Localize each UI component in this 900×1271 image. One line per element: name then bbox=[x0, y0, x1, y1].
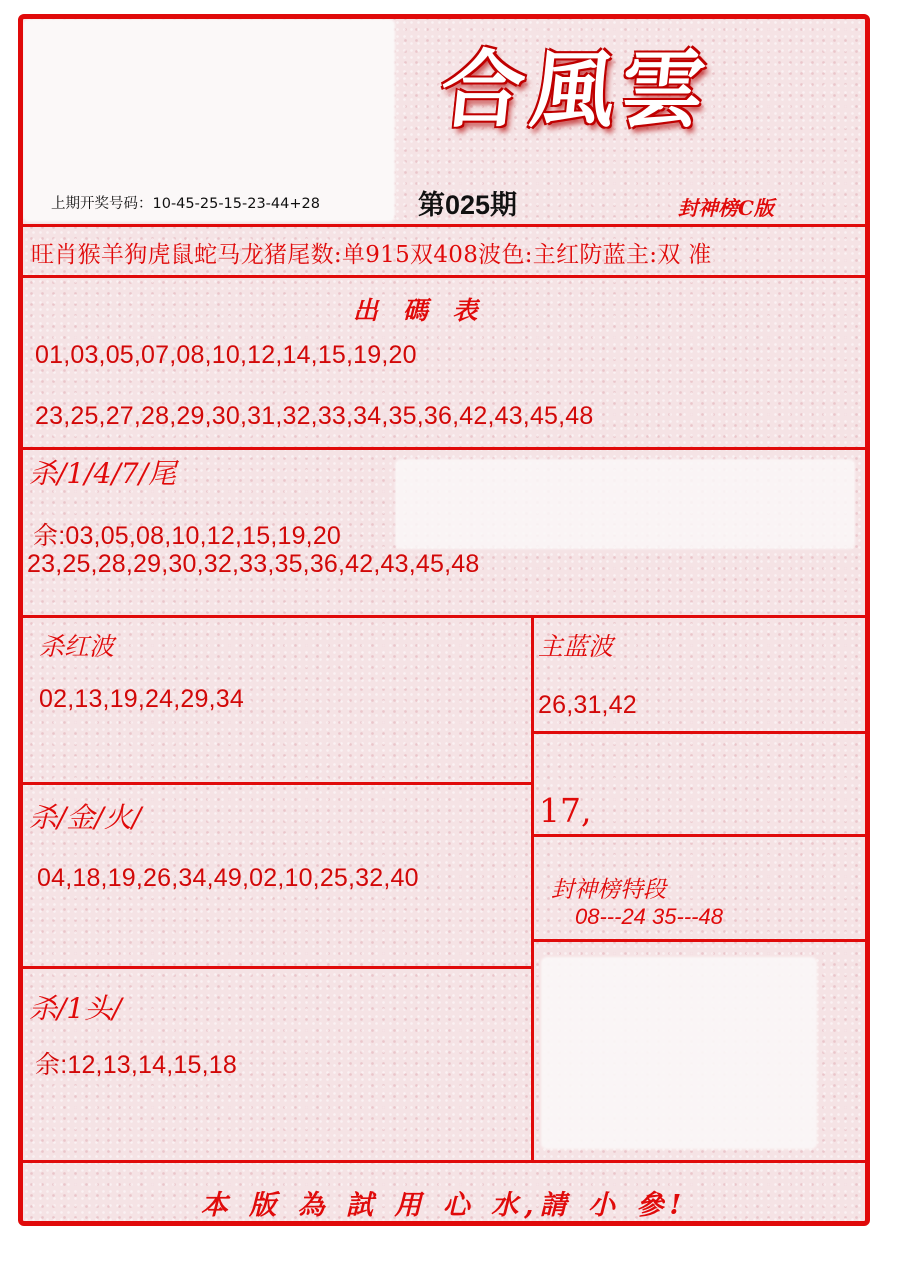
redacted-area bbox=[395, 459, 855, 549]
redacted-area bbox=[541, 957, 817, 1149]
footer-notice: 本 版 為 試 用 心 水,請 小 參! bbox=[200, 1190, 688, 1221]
kill-element-title: 杀/金/火/ bbox=[29, 801, 142, 834]
kill-tail-remaining-2: 23,25,28,29,30,32,33,35,36,42,43,45,48 bbox=[27, 550, 480, 578]
summary-line: 旺肖猴羊狗虎鼠蛇马龙猪尾数:单915双408波色:主红防蓝主:双 准 bbox=[31, 242, 712, 268]
divider bbox=[23, 224, 865, 227]
divider bbox=[23, 966, 533, 969]
fengshen-title: 封神榜特段 bbox=[551, 877, 666, 903]
page-title: 合風雲 bbox=[435, 40, 717, 139]
divider bbox=[533, 731, 865, 734]
divider bbox=[533, 939, 865, 942]
chart-table-row-1: 01,03,05,07,08,10,12,14,15,19,20 bbox=[35, 341, 417, 369]
column-divider bbox=[531, 615, 534, 1163]
edition-label: 封神榜C版 bbox=[678, 196, 774, 220]
kill-tail-remaining-1: 余:03,05,08,10,12,15,19,20 bbox=[33, 522, 342, 550]
divider bbox=[23, 1160, 865, 1163]
kill-head-numbers: 余:12,13,14,15,18 bbox=[35, 1051, 237, 1079]
main-blue-numbers: 26,31,42 bbox=[538, 691, 637, 719]
kill-element-numbers: 04,18,19,26,34,49,02,10,25,32,40 bbox=[37, 864, 419, 892]
main-blue-title: 主蓝波 bbox=[538, 632, 614, 661]
kill-tail-title: 杀/1/4/7/尾 bbox=[29, 457, 177, 490]
kill-head-title: 杀/1头/ bbox=[29, 992, 122, 1025]
issue-number: 第025期 bbox=[418, 190, 518, 220]
special-value: 17, bbox=[539, 791, 592, 830]
chart-table-row-2: 23,25,27,28,29,30,31,32,33,34,35,36,42,43,45,48 bbox=[35, 402, 594, 430]
divider bbox=[23, 782, 533, 785]
last-draw-numbers: 上期开奖号码：10-45-25-15-23-44+28 bbox=[51, 196, 320, 212]
divider bbox=[23, 447, 865, 450]
kill-red-numbers: 02,13,19,24,29,34 bbox=[39, 685, 244, 713]
divider bbox=[23, 275, 865, 278]
divider bbox=[23, 615, 865, 618]
divider bbox=[533, 834, 865, 837]
chart-table-title: 出 碼 表 bbox=[353, 296, 486, 325]
lottery-sheet bbox=[18, 14, 870, 1226]
kill-red-title: 杀红波 bbox=[39, 632, 115, 661]
fengshen-ranges: 08---24 35---48 bbox=[575, 904, 723, 929]
